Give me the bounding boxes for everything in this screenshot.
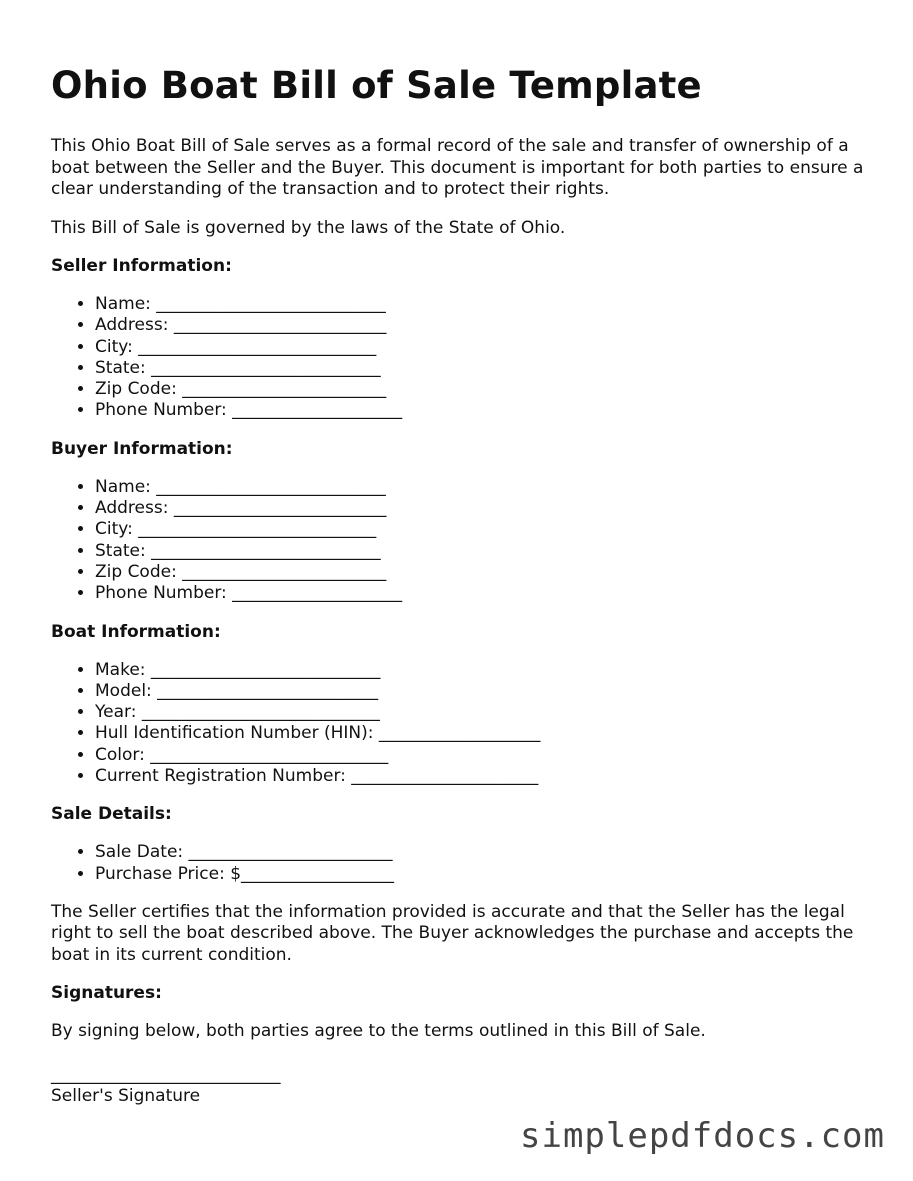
signatures-heading: Signatures: xyxy=(51,983,162,1004)
boat-heading: Boat Information: xyxy=(51,621,221,642)
buyer-heading: Buyer Information: xyxy=(51,438,233,459)
sale-fields-list xyxy=(51,842,881,885)
buyer-address-field: • Address: _________________________ xyxy=(95,498,881,519)
buyer-fields-list xyxy=(51,477,881,605)
seller-signature-line: ___________________________ xyxy=(51,1064,281,1085)
boat-registration-field: • Current Registration Number: ______________________ xyxy=(95,766,881,787)
seller-name-field: • Name: ___________________________ xyxy=(95,294,881,315)
seller-city-field: • City: ____________________________ xyxy=(95,337,881,358)
buyer-state-field: • State: ___________________________ xyxy=(95,541,881,562)
boat-year-field: • Year: ____________________________ xyxy=(95,702,881,723)
buyer-name-field: • Name: ___________________________ xyxy=(95,477,881,498)
seller-phone-field: • Phone Number: ____________________ xyxy=(95,400,881,421)
seller-address-field: • Address: _________________________ xyxy=(95,315,881,336)
sale-date-field: • Sale Date: ________________________ xyxy=(95,842,881,863)
document-page xyxy=(51,58,881,1107)
boat-model-field: • Model: __________________________ xyxy=(95,681,881,702)
seller-fields-list xyxy=(51,294,881,422)
intro-paragraph: This Ohio Boat Bill of Sale serves as a formal record of the sale and transfer of ownership of a boat between the Seller and the Buyer. This document is important for both parties to ensure a clear understanding of the transaction and to protect their rights. xyxy=(51,136,864,199)
boat-color-field: • Color: ____________________________ xyxy=(95,745,881,766)
sale-heading: Sale Details: xyxy=(51,804,172,825)
seller-state-field: • State: ___________________________ xyxy=(95,358,881,379)
boat-fields-list xyxy=(51,660,881,788)
watermark: simplepdfdocs.com xyxy=(520,1116,885,1156)
purchase-price-field: • Purchase Price: $__________________ xyxy=(95,864,881,885)
seller-heading: Seller Information: xyxy=(51,256,232,276)
boat-make-field: • Make: ___________________________ xyxy=(95,660,881,681)
buyer-city-field: • City: ____________________________ xyxy=(95,519,881,540)
page-title: Ohio Boat Bill of Sale Template xyxy=(51,64,702,107)
seller-zip-field: • Zip Code: ________________________ xyxy=(95,379,881,400)
buyer-zip-field: • Zip Code: ________________________ xyxy=(95,562,881,583)
governing-law-paragraph: This Bill of Sale is governed by the laws of the State of Ohio. xyxy=(51,217,566,238)
certification-paragraph: The Seller certifies that the information provided is accurate and that the Seller has the legal right to sell the boat described above. The Buyer acknowledges the purchase and accepts the boat in its current condition. xyxy=(51,901,854,965)
boat-hin-field: • Hull Identification Number (HIN): ___________________ xyxy=(95,723,881,744)
buyer-phone-field: • Phone Number: ____________________ xyxy=(95,583,881,604)
signatures-statement: By signing below, both parties agree to the terms outlined in this Bill of Sale. xyxy=(51,1021,706,1042)
seller-signature-label: Seller's Signature xyxy=(51,1085,201,1106)
